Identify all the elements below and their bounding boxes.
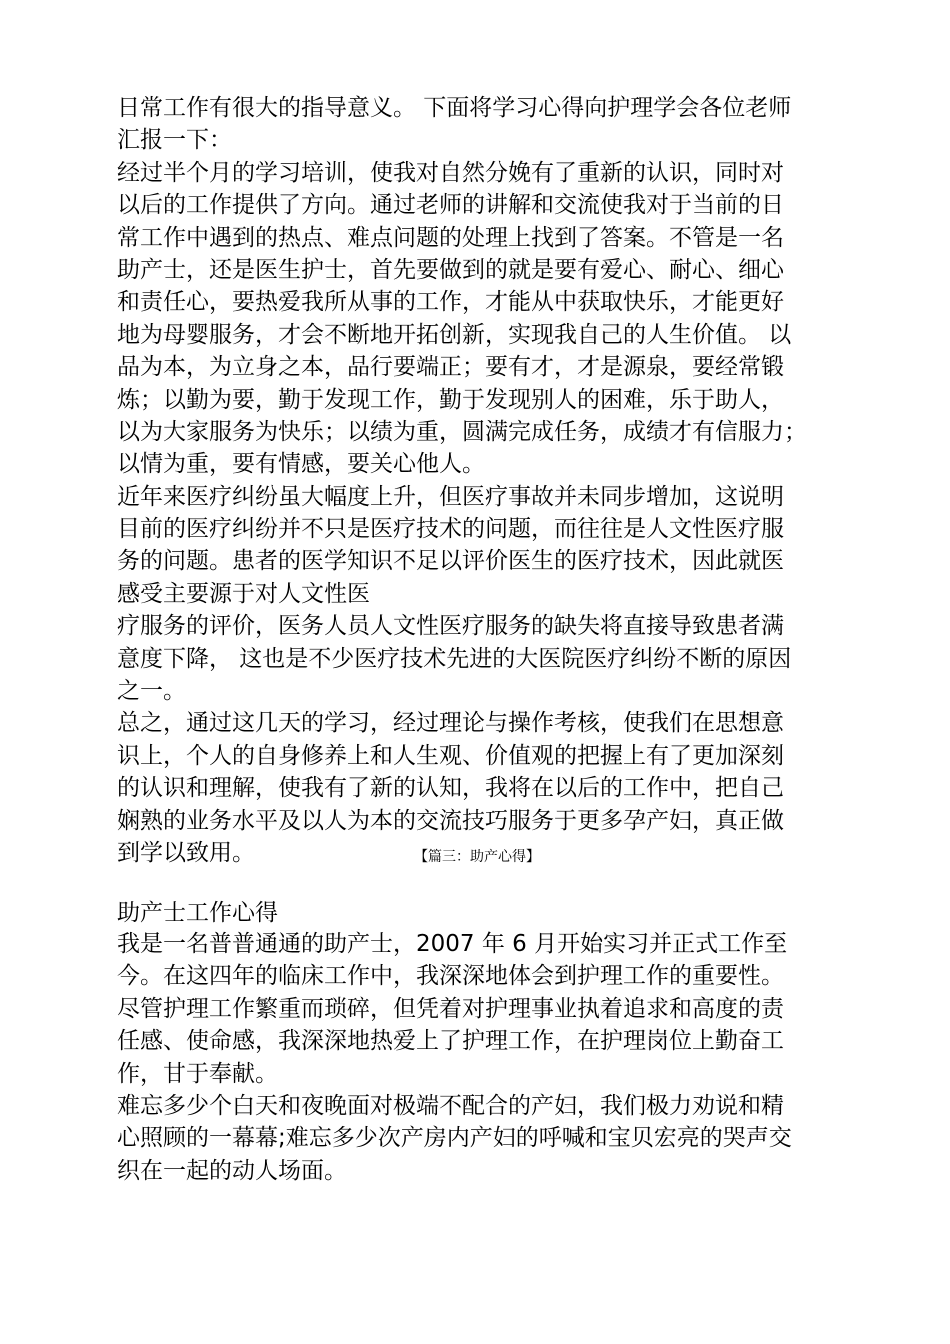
text-line: 我是一名普普通通的助产士，2007 年 6 月开始实习并正式工作至 bbox=[117, 931, 788, 957]
text-line: 地为母婴服务，才会不断地开拓创新，实现我自己的人生价值。 以 bbox=[117, 321, 792, 348]
text-line: 尽管护理工作繁重而琐碎，但凭着对护理事业执着追求和高度的责 bbox=[117, 995, 784, 1022]
text-line: 到学以致用。 bbox=[117, 839, 255, 866]
text-line: 今。在这四年的临床工作中，我深深地体会到护理工作的重要性。 bbox=[117, 963, 784, 990]
text-line: 织在一起的动人场面。 bbox=[117, 1157, 347, 1184]
text-line: 炼；以勤为要，勤于发现工作，勤于发现别人的困难，乐于助人， bbox=[117, 386, 784, 413]
text-line: 总之，通过这几天的学习，经过理论与操作考核，使我们在思想意 bbox=[117, 710, 784, 737]
text-line: 汇报一下： bbox=[117, 127, 232, 154]
text-line: 意度下降， 这也是不少医疗技术先进的大医院医疗纠纷不断的原因 bbox=[117, 645, 792, 672]
text-line: 以情为重，要有情感，要关心他人。 bbox=[117, 451, 485, 478]
section-caption: 【篇三：助产心得】 bbox=[414, 849, 540, 865]
text-line: 心照顾的一幕幕;难忘多少次产房内产妇的呼喊和宝贝宏亮的哭声交 bbox=[117, 1125, 792, 1152]
paragraph-2 bbox=[117, 928, 837, 1187]
text-line: 以为大家服务为快乐；以绩为重，圆满完成任务，成绩才有信服力； bbox=[117, 418, 807, 445]
section-title: 助产士工作心得 bbox=[117, 900, 278, 926]
text-line: 任感、使命感，我深深地热爱上了护理工作，在护理岗位上勤奋工 bbox=[117, 1028, 784, 1055]
text-line: 疗服务的评价，医务人员人文性医疗服务的缺失将直接导致患者满 bbox=[117, 613, 784, 640]
text-line: 的认识和理解，使我有了新的认知，我将在以后的工作中，把自己 bbox=[117, 775, 784, 802]
text-line: 娴熟的业务水平及以人为本的交流技巧服务于更多孕产妇，真正做 bbox=[117, 807, 784, 834]
text-line: 助产士，还是医生护士，首先要做到的就是要有爱心、耐心、细心 bbox=[117, 256, 784, 283]
paragraph-1 bbox=[117, 92, 837, 869]
text-line: 之一。 bbox=[117, 678, 186, 705]
text-line: 近年来医疗纠纷虽大幅度上升，但医疗事故并未同步增加，这说明 bbox=[117, 483, 784, 510]
text-line: 务的问题。患者的医学知识不足以评价医生的医疗技术，因此就医 bbox=[117, 548, 784, 575]
text-line: 作，甘于奉献。 bbox=[117, 1060, 278, 1087]
text-line: 常工作中遇到的热点、难点问题的处理上找到了答案。不管是一名 bbox=[117, 224, 784, 251]
text-line: 难忘多少个白天和夜晚面对极端不配合的产妇，我们极力劝说和精 bbox=[117, 1092, 784, 1119]
text-line: 感受主要源于对人文性医 bbox=[117, 580, 370, 607]
text-line: 目前的医疗纠纷并不只是医疗技术的问题，而往往是人文性医疗服 bbox=[117, 516, 784, 543]
text-line: 日常工作有很大的指导意义。 下面将学习心得向护理学会各位老师 bbox=[117, 95, 792, 121]
text-line: 和责任心，要热爱我所从事的工作，才能从中获取快乐，才能更好 bbox=[117, 289, 784, 316]
text-line: 品为本，为立身之本，品行要端正；要有才，才是源泉，要经常锻 bbox=[117, 354, 784, 381]
text-line: 经过半个月的学习培训，使我对自然分娩有了重新的认识，同时对 bbox=[117, 159, 784, 186]
text-line: 以后的工作提供了方向。通过老师的讲解和交流使我对于当前的日 bbox=[117, 192, 784, 219]
text-line: 识上，个人的自身修养上和人生观、价值观的把握上有了更加深刻 bbox=[117, 742, 784, 769]
